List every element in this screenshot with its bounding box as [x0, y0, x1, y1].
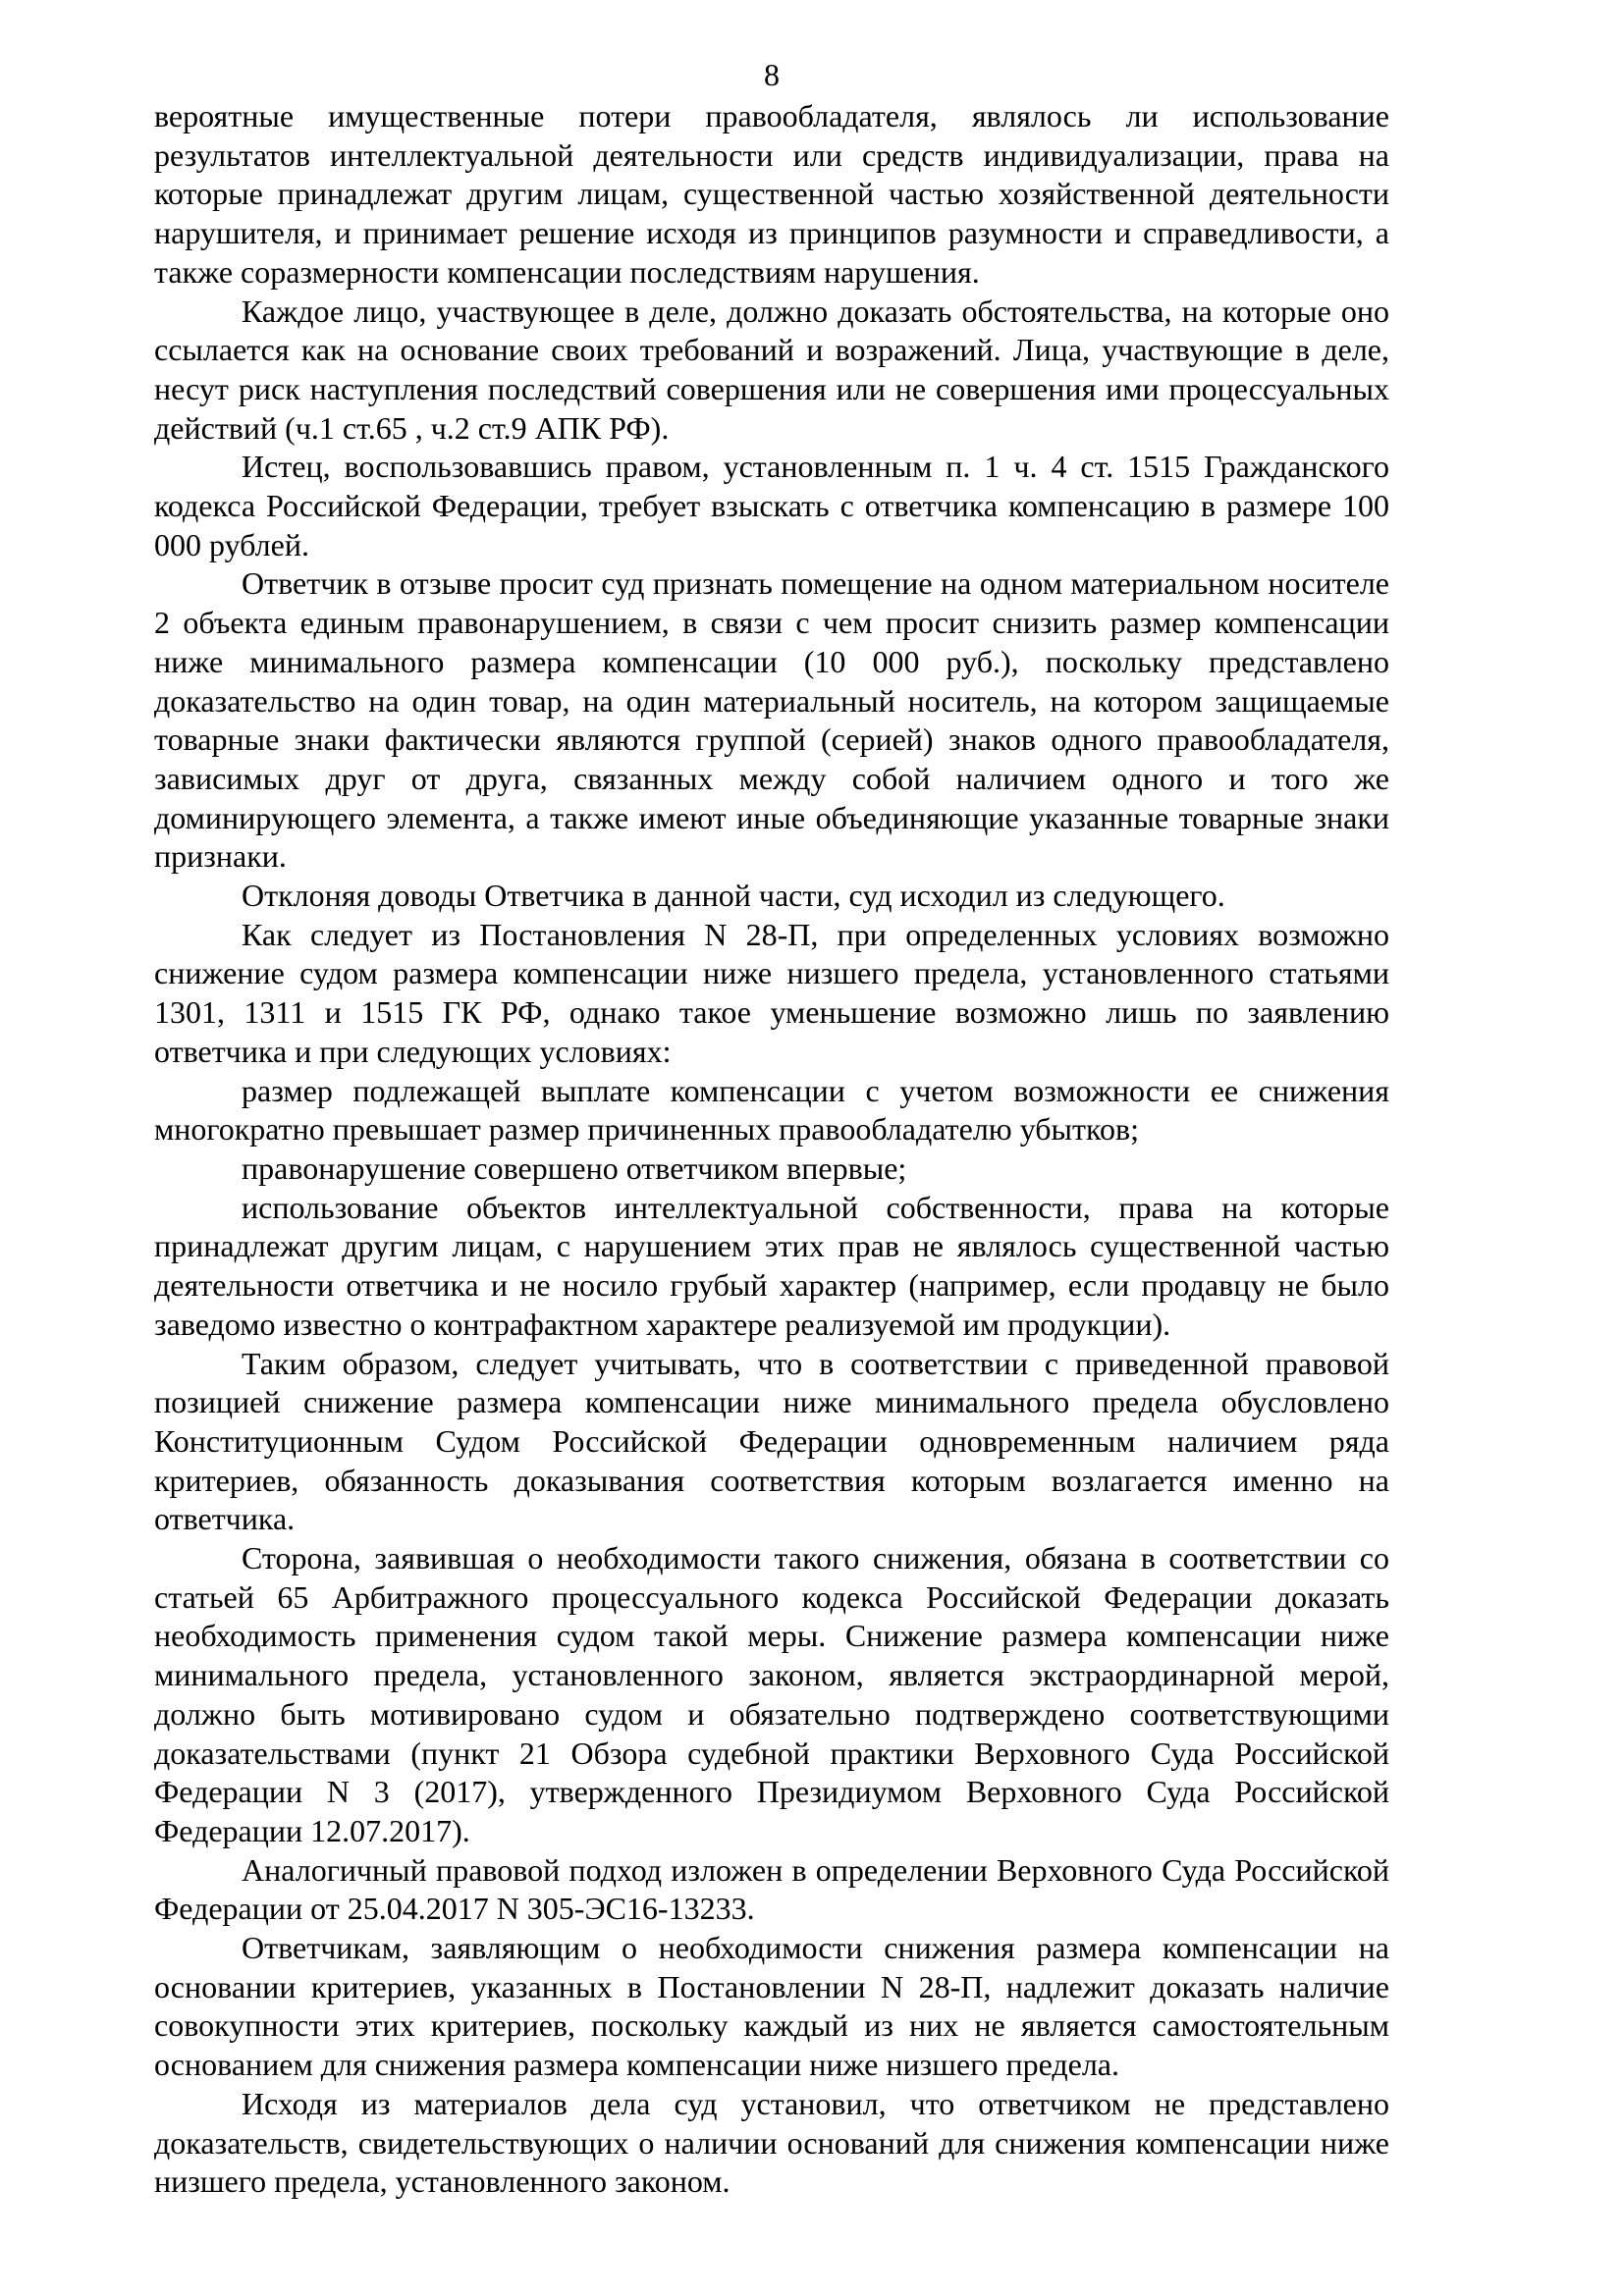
paragraph: Исходя из материалов дела суд установил, что ответчиком не представлено доказательств, свидетельствующих о наличии оснований для снижения компенсации ниже низшего предела, установленного законом. [154, 2085, 1389, 2200]
paragraph: использование объектов интеллектуальной собственности, права на которые принадлежат другим лицам, с нарушением этих прав не являлось существенной частью деятельности ответчика и не носило грубый характер (например, если продавцу не было заведомо известно о контрафактном характере реализуемой им продукции). [154, 1189, 1389, 1342]
paragraph: Истец, воспользовавшись правом, установленным п. 1 ч. 4 ст. 1515 Гражданского кодекса Российской Федерации, требует взыскать с ответчика компенсацию в размере 100 000 рублей. [154, 449, 1389, 562]
paragraph: размер подлежащей выплате компенсации с учетом возможности ее снижения многократно превышает размер причиненных правообладателю убытков; [154, 1072, 1389, 1148]
paragraph: Сторона, заявившая о необходимости такого снижения, обязана в соответствии со статьей 65 Арбитражного процессуального кодекса Российской Федерации доказать необходимость применения судом такой меры. Снижение размера компенсации ниже минимального предела, установленного законом, является экстраординарной мерой, должно быть мотивировано судом и обязательно подтверждено соответствующими доказательствами (пункт 21 Обзора судебной практики Верховного Суда Российской Федерации N 3 (2017), утвержденного Президиумом Верховного Суда Российской Федерации 12.07.2017). [154, 1540, 1389, 1848]
page-number: 8 [764, 57, 780, 92]
paragraph: Отклоняя доводы Ответчика в данной части, суд исходил из следующего. [242, 878, 1225, 914]
paragraph: Ответчик в отзыве просит суд признать помещение на одном материальном носителе 2 объекта единым правонарушением, в связи с чем просит снизить размер компенсации ниже минимального размера компенсации (10 000 руб.), поскольку представлено доказательство на один товар, на один материальный носитель, на котором защищаемые товарные знаки фактически являются группой (серией) знаков одного правообладателя, зависимых друг от друга, связанных между собой наличием одного и того же доминирующего элемента, а также имеют иные объединяющие указанные товарные знаки признаки. [154, 565, 1389, 875]
paragraph: Таким образом, следует учитывать, что в соответствии с приведенной правовой позицией снижение размера компенсации ниже минимального предела обусловлено Конституционным Судом Российской Федерации одновременным наличием ряда критериев, обязанность доказывания соответствия которым возлагается именно на ответчика. [154, 1345, 1389, 1537]
paragraph: Каждое лицо, участвующее в деле, должно доказать обстоятельства, на которые оно ссылается как на основание своих требований и возражений. Лица, участвующие в деле, несут риск наступления последствий совершения или не совершения ими процессуальных действий (ч.1 ст.65 , ч.2 ст.9 АПК РФ). [154, 293, 1389, 446]
paragraph: Ответчикам, заявляющим о необходимости снижения размера компенсации на основании критериев, указанных в Постановлении N 28-П, надлежит доказать наличие совокупности этих критериев, поскольку каждый из них не является самостоятельным основанием для снижения размера компенсации ниже низшего предела. [154, 1930, 1389, 2083]
paragraph: Как следует из Постановления N 28-П, при определенных условиях возможно снижение судом размера компенсации ниже низшего предела, установленного статьями 1301, 1311 и 1515 ГК РФ, однако такое уменьшение возможно лишь по заявлению ответчика и при следующих условиях: [154, 916, 1389, 1069]
paragraph: вероятные имущественные потери правообладателя, являлось ли использование результатов интеллектуальной деятельности или средств индивидуализации, права на которые принадлежат другим лицам, существенной частью хозяйственной деятельности нарушителя, и принимает решение исходя из принципов разумности и справедливости, а также соразмерности компенсации последствиям нарушения. [154, 98, 1389, 290]
paragraph: Аналогичный правовой подход изложен в определении Верховного Суда Российской Федерации от 25.04.2017 N 305-ЭС16-13233. [154, 1851, 1389, 1927]
document-body [154, 97, 1389, 2202]
paragraph: правонарушение совершено ответчиком впервые; [242, 1149, 907, 1186]
